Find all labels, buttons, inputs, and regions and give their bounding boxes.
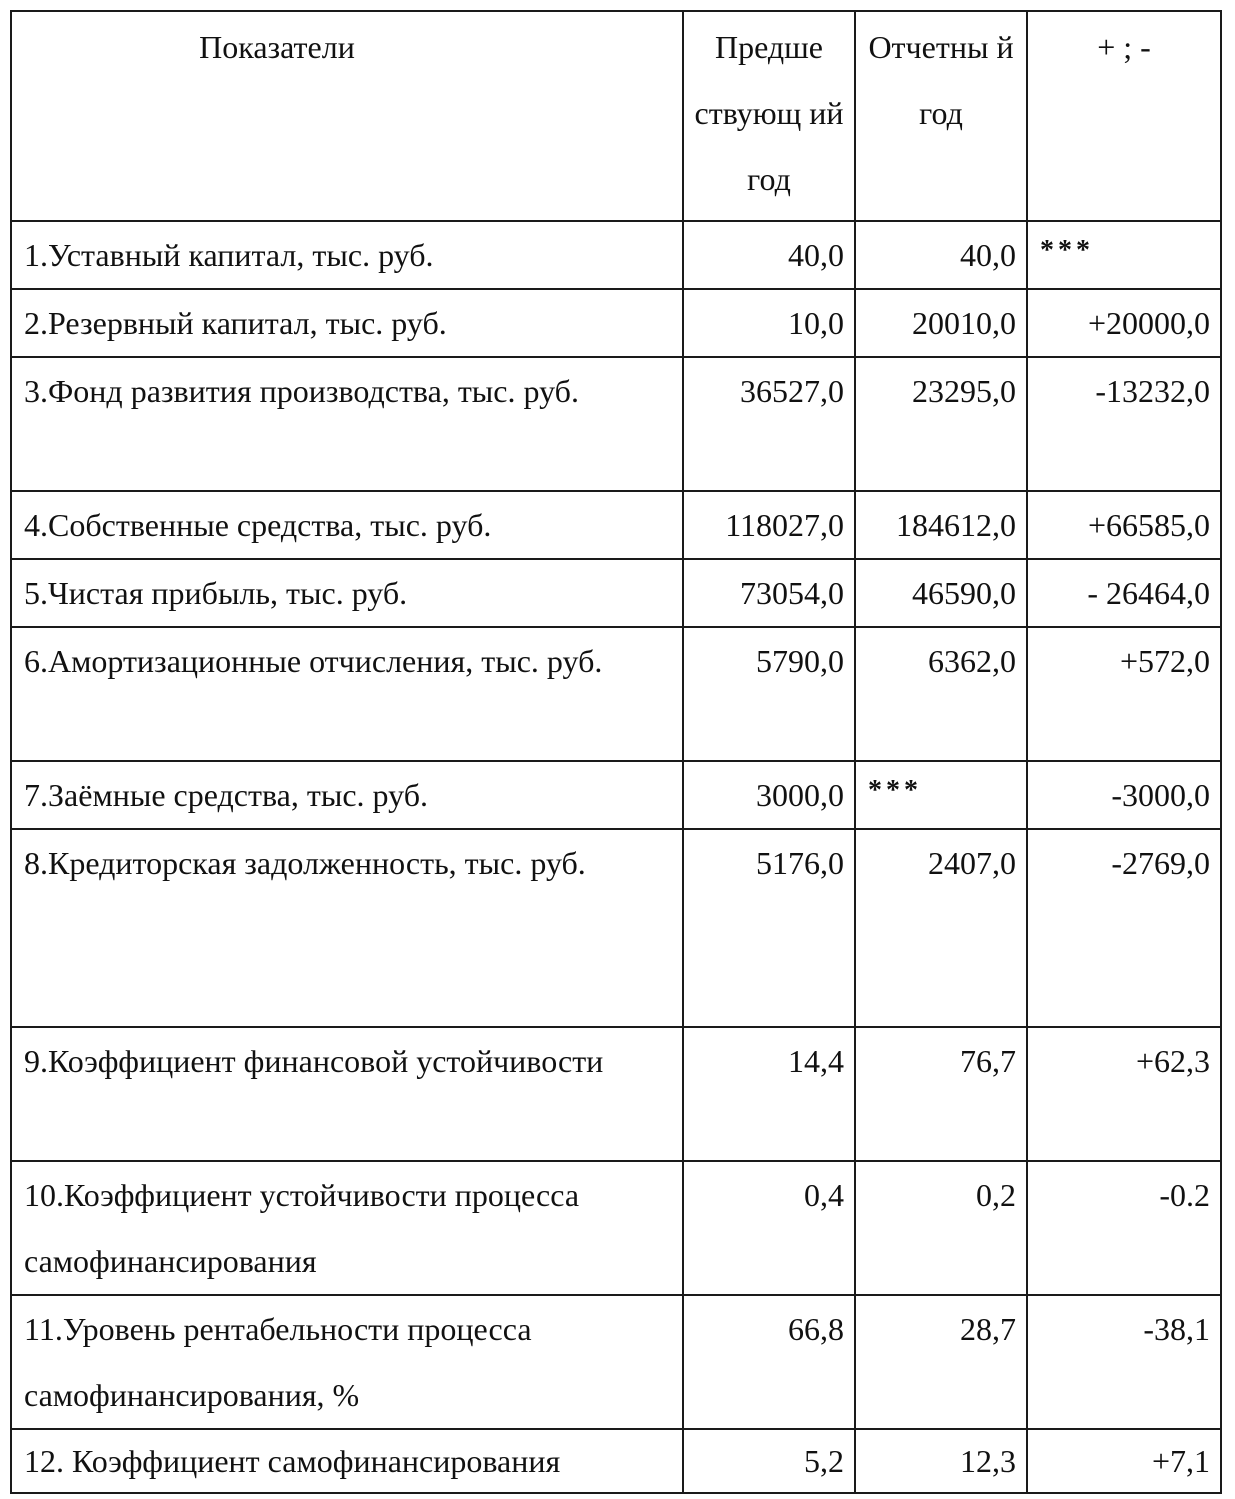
row-name: 7.Заёмные средства, тыс. руб.: [11, 761, 683, 829]
table-row: [11, 221, 1221, 289]
row-prev: 36527,0: [683, 357, 855, 491]
header-reporting-year: Отчетны й год: [855, 11, 1027, 221]
row-curr: 76,7: [855, 1027, 1027, 1161]
row-prev: 40,0: [683, 221, 855, 289]
header-indicators: Показатели: [11, 11, 683, 221]
row-prev: 66,8: [683, 1295, 855, 1429]
table-row: [11, 1027, 1221, 1161]
row-change: -38,1: [1027, 1295, 1221, 1429]
table-row: [11, 491, 1221, 559]
row-name: 10.Коэффициент устойчивости процесса самофинансирования: [11, 1161, 683, 1295]
table-row: [11, 627, 1221, 761]
row-prev: 5176,0: [683, 829, 855, 1027]
row-name: 4.Собственные средства, тыс. руб.: [11, 491, 683, 559]
row-change: +20000,0: [1027, 289, 1221, 357]
row-curr: 20010,0: [855, 289, 1027, 357]
indicators-table-page: [10, 10, 1220, 1485]
row-prev: 3000,0: [683, 761, 855, 829]
row-prev: 73054,0: [683, 559, 855, 627]
row-curr: 184612,0: [855, 491, 1027, 559]
row-curr: 23295,0: [855, 357, 1027, 491]
table-row: [11, 559, 1221, 627]
table-row: [11, 761, 1221, 829]
row-curr: 6362,0: [855, 627, 1027, 761]
row-curr: 28,7: [855, 1295, 1027, 1429]
row-curr: 0,2: [855, 1161, 1027, 1295]
row-name: 1.Уставный капитал, тыс. руб.: [11, 221, 683, 289]
row-name: 11.Уровень рентабельности процесса самофинансирования, %: [11, 1295, 683, 1429]
row-change: +66585,0: [1027, 491, 1221, 559]
row-curr: 12,3: [855, 1429, 1027, 1493]
row-name: 5.Чистая прибыль, тыс. руб.: [11, 559, 683, 627]
row-change: -3000,0: [1027, 761, 1221, 829]
row-curr: 2407,0: [855, 829, 1027, 1027]
row-name: 9.Коэффициент финансовой устойчивости: [11, 1027, 683, 1161]
table-row: [11, 289, 1221, 357]
table-row: [11, 1295, 1221, 1429]
table-row: [11, 829, 1221, 1027]
row-curr: ***: [855, 761, 1027, 829]
header-change: + ; -: [1027, 11, 1221, 221]
row-prev: 0,4: [683, 1161, 855, 1295]
row-change: -13232,0: [1027, 357, 1221, 491]
table-header-row: [11, 11, 1221, 221]
row-prev: 14,4: [683, 1027, 855, 1161]
row-change: +572,0: [1027, 627, 1221, 761]
row-curr: 40,0: [855, 221, 1027, 289]
row-curr: 46590,0: [855, 559, 1027, 627]
header-previous-year: Предше ствующ ий год: [683, 11, 855, 221]
row-name: 2.Резервный капитал, тыс. руб.: [11, 289, 683, 357]
row-change: ***: [1027, 221, 1221, 289]
row-change: -0.2: [1027, 1161, 1221, 1295]
row-change: +7,1: [1027, 1429, 1221, 1493]
row-prev: 118027,0: [683, 491, 855, 559]
row-prev: 10,0: [683, 289, 855, 357]
row-change: +62,3: [1027, 1027, 1221, 1161]
row-name: 8.Кредиторская задолженность, тыс. руб.: [11, 829, 683, 1027]
row-change: - 26464,0: [1027, 559, 1221, 627]
row-name: 12. Коэффициент самофинансирования: [11, 1429, 683, 1493]
row-prev: 5,2: [683, 1429, 855, 1493]
indicators-table: [10, 10, 1222, 1494]
row-name: 6.Амортизационные отчисления, тыс. руб.: [11, 627, 683, 761]
table-row: [11, 1429, 1221, 1493]
row-prev: 5790,0: [683, 627, 855, 761]
table-row: [11, 357, 1221, 491]
row-change: -2769,0: [1027, 829, 1221, 1027]
table-row: [11, 1161, 1221, 1295]
row-name: 3.Фонд развития производства, тыс. руб.: [11, 357, 683, 491]
